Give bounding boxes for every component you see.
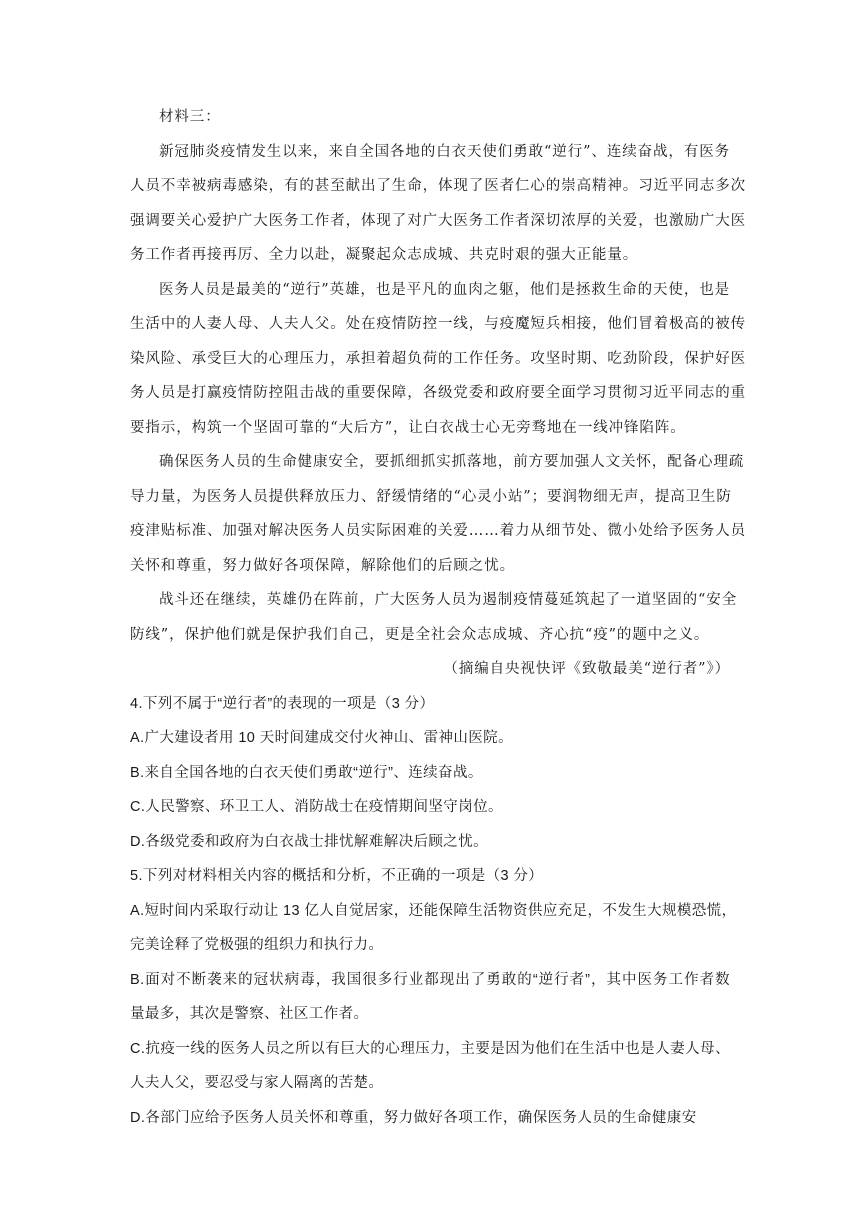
- paragraph-line: 强调要关心爱护广大医务工作者，体现了对广大医务工作者深切浓厚的关爱，也激励广大医: [130, 212, 746, 229]
- paragraph-line: 务人员是打赢疫情防控阻击战的重要保障，各级党委和政府要全面学习贯彻习近平同志的重: [130, 385, 746, 401]
- option-line: 人夫人父，要忍受与家人隔离的苦楚。: [130, 1075, 384, 1091]
- option-line: D.各部门应给予医务人员关怀和尊重，努力做好各项工作，确保医务人员的生命健康安: [130, 1109, 697, 1126]
- option-line: 量最多，其次是警察、社区工作者。: [130, 1006, 369, 1022]
- material-section: [130, 100, 746, 687]
- question-stem: 5.下列对材料相关内容的概括和分析，不正确的一项是（3 分）: [130, 868, 544, 884]
- option-line: A.短时间内采取行动让 13 亿人自觉居家，还能保障生活物资供应充足，不发生大规模恐慌，: [130, 902, 737, 919]
- paragraph-line: 人员不幸被病毒感染，有的甚至献出了生命，体现了医者仁心的崇高精神。习近平同志多次: [130, 178, 746, 194]
- paragraph-line: 疫津贴标准、加强对解决医务人员实际困难的关爱……着力从细节处、微小处给予医务人员: [130, 523, 746, 539]
- source-citation: （摘编自央视快评《致敬最美“逆行者”》）: [443, 661, 730, 677]
- paragraph-line: 关怀和尊重，努力做好各项保障，解除他们的后顾之忧。: [130, 557, 515, 574]
- paragraph-line: 生活中的人妻人母、人夫人父。处在疫情防控一线，与疫魔短兵相接，他们冒着极高的被传: [130, 316, 746, 332]
- paragraph-line: 防线”，保护他们就是保护我们自己，更是全社会众志成城、齐心抗“疫”的题中之义。: [130, 626, 710, 643]
- question-stem: 4.下列不属于“逆行者”的表现的一项是（3 分）: [130, 695, 435, 712]
- option-c: C.人民警察、环卫工人、消防战士在疫情期间坚守岗位。: [130, 799, 503, 815]
- option-a: [130, 894, 737, 963]
- paragraph-line: 新冠肺炎疫情发生以来，来自全国各地的白衣天使们勇敢“逆行”、连续奋战，有医务: [159, 143, 731, 160]
- option-a: A.广大建设者用 10 天时间建成交付火神山、雷神山医院。: [130, 730, 513, 746]
- material-heading: 材料三：: [159, 109, 221, 125]
- paragraph-line: 务工作者再接再厉、全力以赴，凝聚起众志成城、共克时艰的强大正能量。: [130, 247, 639, 263]
- material-paragraph: [130, 135, 746, 273]
- document-page: [130, 100, 746, 1135]
- question-5: [130, 859, 737, 1135]
- option-d: D.各级党委和政府为白衣战士排忧解难解决后顾之忧。: [130, 833, 488, 850]
- material-paragraph: [130, 445, 746, 583]
- material-paragraph: [130, 583, 738, 652]
- option-line: B.面对不断袭来的冠状病毒，我国很多行业都现出了勇敢的“逆行者”，其中医务工作者数: [130, 971, 730, 988]
- material-paragraph: [130, 273, 746, 446]
- option-c: [130, 1032, 730, 1101]
- option-d: [130, 1101, 730, 1136]
- paragraph-line: 染风险、承受巨大的心理压力，承担着超负荷的工作任务。攻坚时期、吃劲阶段，保护好医: [130, 350, 746, 367]
- paragraph-line: 战斗还在继续，英雄仍在阵前，广大医务人员为遏制疫情蔓延筑起了一道坚固的“安全: [159, 592, 738, 608]
- paragraph-line: 医务人员是最美的“逆行”英雄，也是平凡的血肉之躯，他们是拯救生命的天使，也是: [159, 281, 731, 298]
- option-b: [130, 963, 730, 1032]
- paragraph-line: 导力量，为医务人员提供释放压力、舒缓情绪的“心灵小站”；要润物细无声，提高卫生防: [130, 488, 732, 505]
- option-line: 完美诠释了党极强的组织力和执行力。: [130, 937, 384, 953]
- option-b: B.来自全国各地的白衣天使们勇敢“逆行”、连续奋战。: [130, 764, 483, 781]
- paragraph-line: 要指示，构筑一个坚固可靠的“大后方”，让白衣战士心无旁骛地在一线冲锋陷阵。: [130, 419, 686, 436]
- paragraph-line: 确保医务人员的生命健康安全，要抓细抓实抓落地，前方要加强人文关怀，配备心理疏: [159, 454, 745, 470]
- option-line: C.抗疫一线的医务人员之所以有巨大的心理压力，主要是因为他们在生活中也是人妻人母、: [130, 1040, 730, 1057]
- question-4: [130, 687, 730, 860]
